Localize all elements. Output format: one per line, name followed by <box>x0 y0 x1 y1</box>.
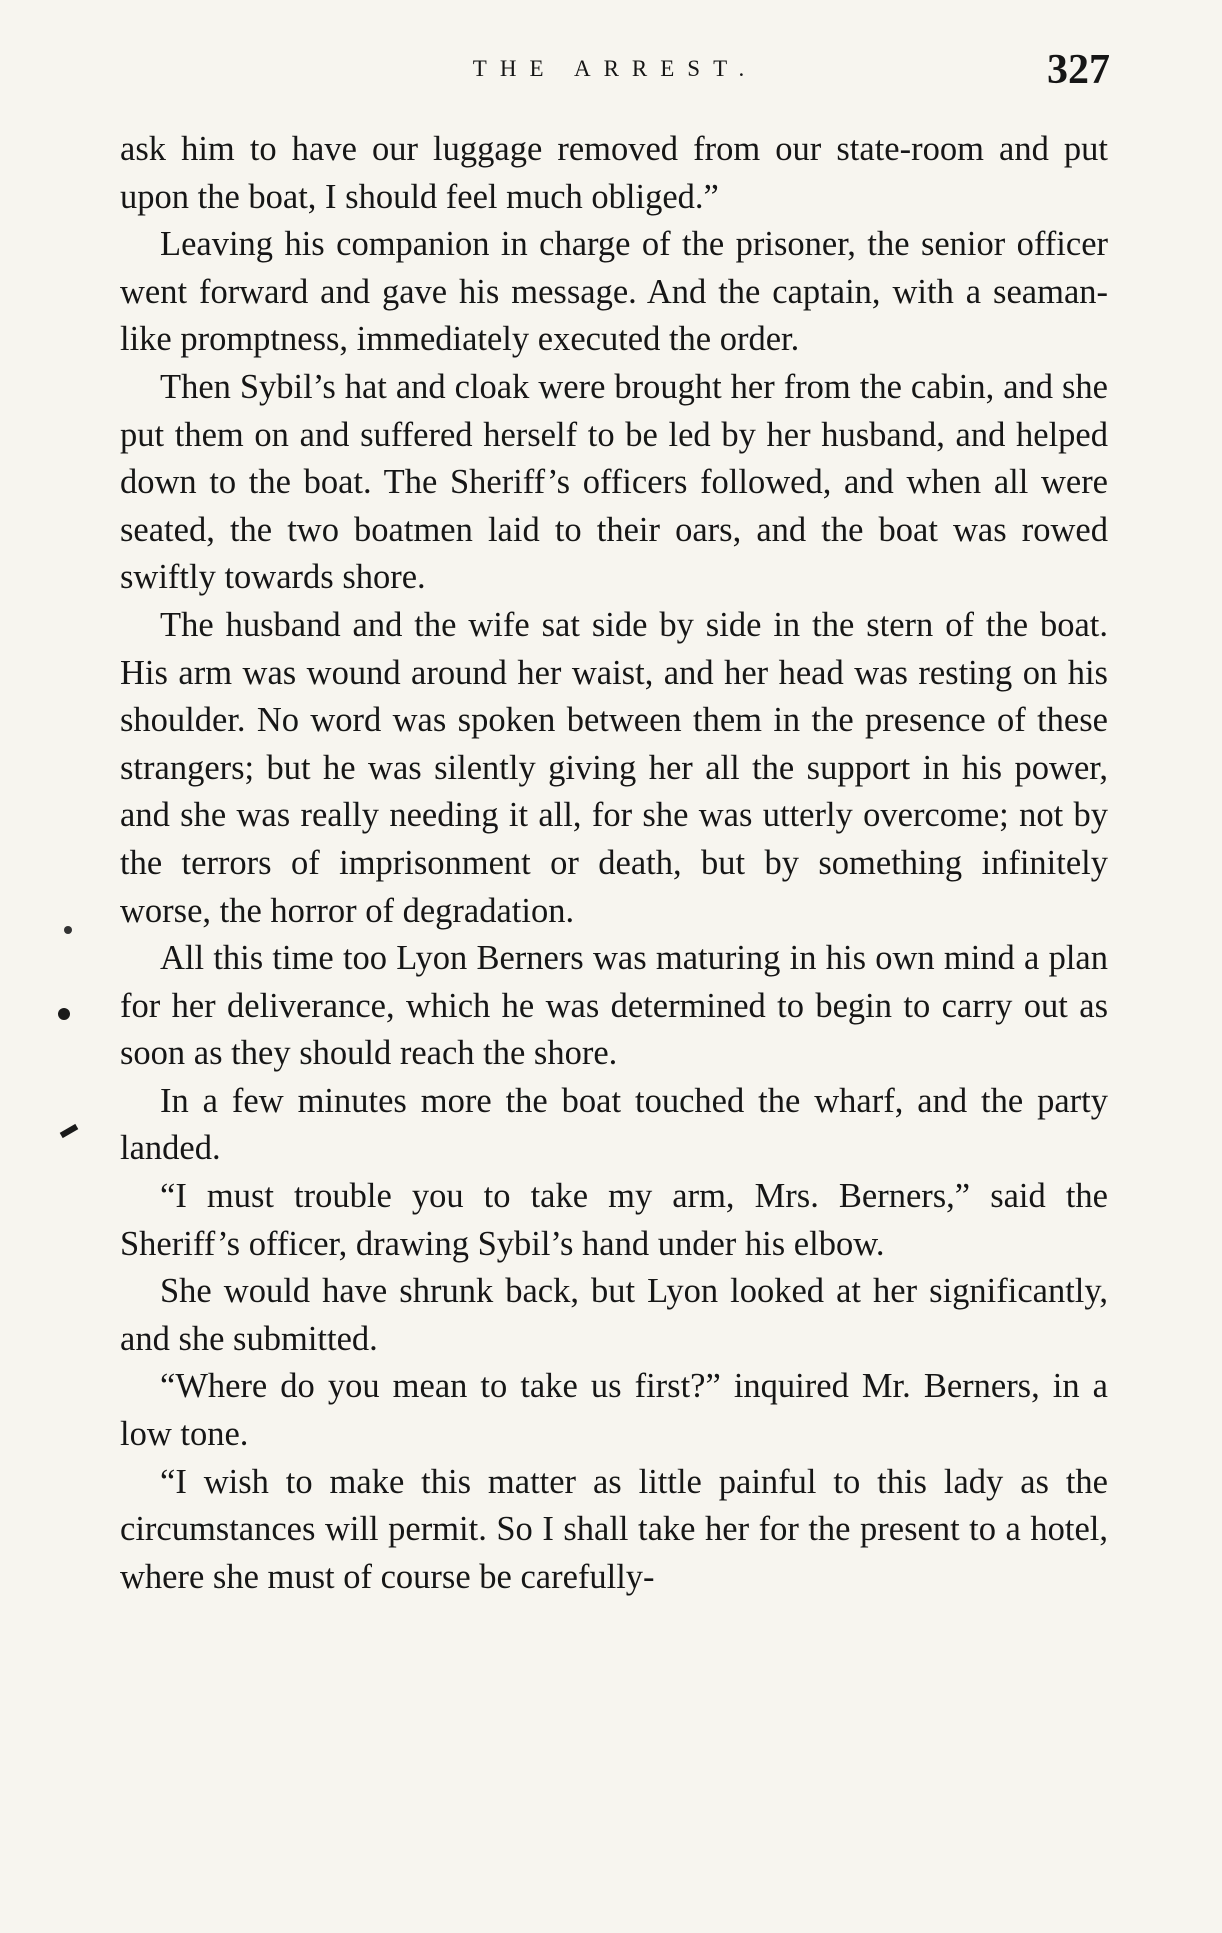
paragraph-2: Leaving his companion in charge of the prisoner, the senior officer went forward and gave his message. And the captain, with a seaman-like promptness, immediately executed the order. <box>120 225 1108 359</box>
paragraph-1: ask him to have our luggage removed from our state-room and put upon the boat, I should feel much obliged.” <box>120 130 1108 216</box>
paragraph-6: In a few minutes more the boat touched the wharf, and the party landed. <box>120 1081 1108 1168</box>
paragraph-5: All this time too Lyon Berners was maturing in his own mind a plan for her deliverance, which he was determined to begin to carry out as soon as they should reach the shore. <box>120 939 1108 1073</box>
paragraph-10: “I wish to make this matter as little painful to this lady as the circumstances will permit. So I shall take her for the present to a hotel, where she must of course be carefully- <box>120 1462 1108 1596</box>
paragraph-7: “I must trouble you to take my arm, Mrs. Berners,” said the Sheriff’s officer, drawing Sybil’s hand under his elbow. <box>120 1177 1108 1263</box>
margin-ink-mark <box>64 926 72 934</box>
paragraph-4: The husband and the wife sat side by side in the stern of the boat. His arm was wound around her waist, and her head was resting on his shoulder. No word was spoken between them in the presence of these strangers; but he was silently giving her all the support in his power, and she was really needing it all, for she was utterly overcome; not by the terrors of imprisonment or death, but by something infinitely worse, the horror of degradation. <box>120 605 1108 930</box>
paragraph-9: “Where do you mean to take us first?” inquired Mr. Berners, in a low tone. <box>120 1367 1108 1454</box>
page-number: 327 <box>1047 47 1110 93</box>
running-head <box>120 46 1110 96</box>
margin-ink-mark <box>58 1008 70 1020</box>
paragraph-8: She would have shrunk back, but Lyon looked at her significantly, and she submitted. <box>120 1272 1108 1358</box>
margin-ink-mark <box>60 1124 79 1138</box>
running-title: THE ARREST. <box>472 56 758 81</box>
paragraph-3: Then Sybil’s hat and cloak were brought her from the cabin, and she put them on and suffered herself to be led by her husband, and helped down to the boat. The Sheriff’s officers followed, and when all were seated, the two boatmen laid to their oars, and the boat was rowed swiftly towards shore. <box>120 367 1108 597</box>
body-text <box>120 126 1108 1601</box>
